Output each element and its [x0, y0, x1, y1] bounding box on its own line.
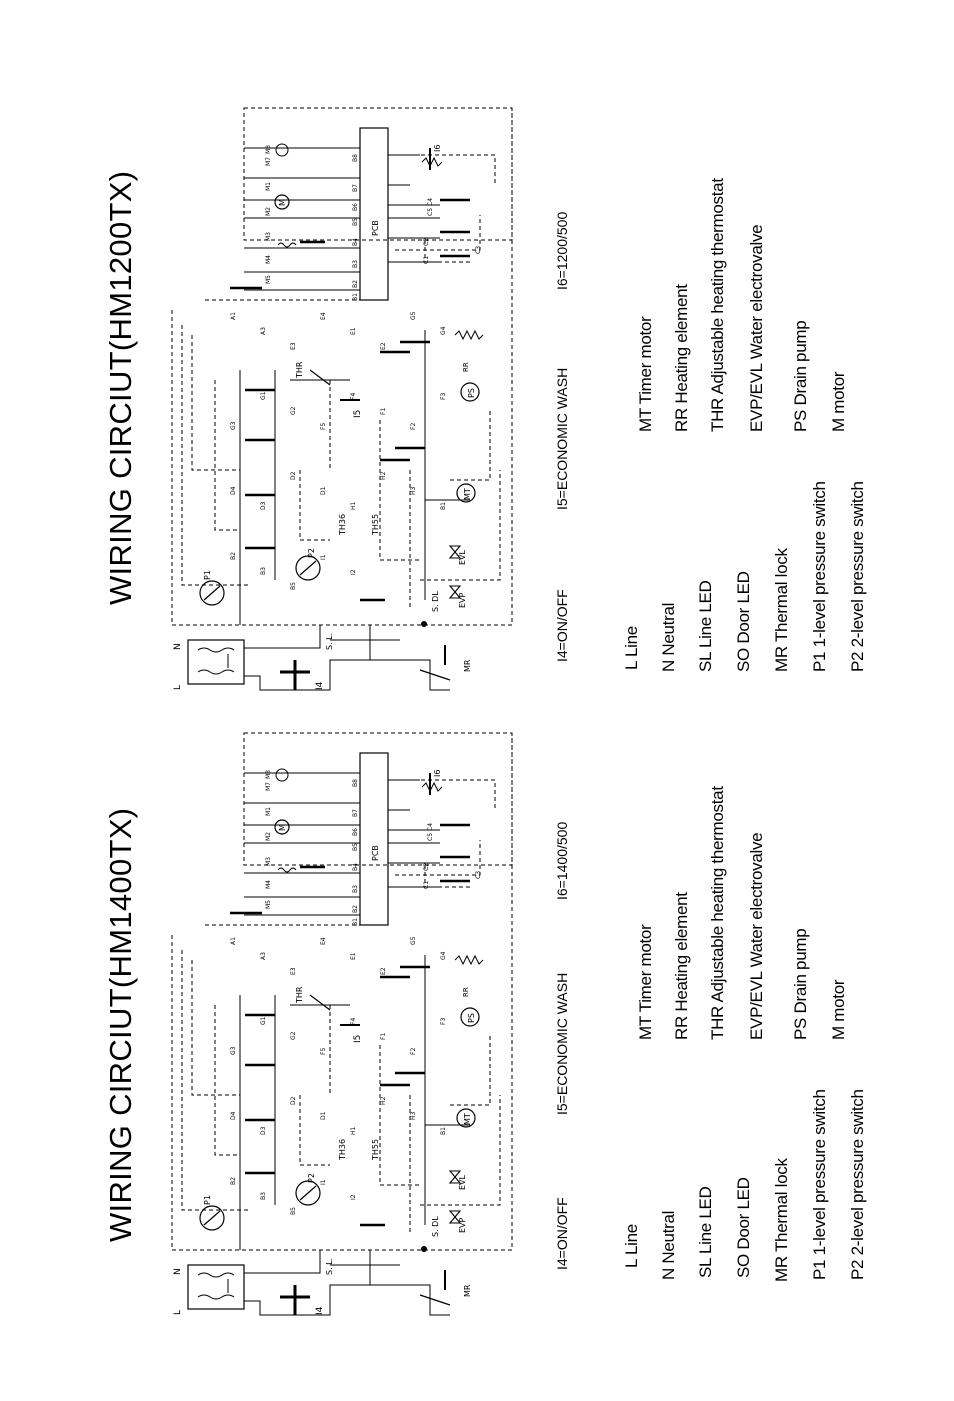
- legend-mr-b: MR Thermal lock: [772, 548, 791, 672]
- terminal-label-m7-1: M7: [265, 782, 272, 791]
- misc-terminal-e3-1: E3: [290, 967, 297, 975]
- pcb-terminal-b4-0: B4: [352, 238, 359, 246]
- misc-terminal-a3-0: A3: [260, 327, 267, 335]
- misc-terminal-h2-1: H2: [380, 1096, 387, 1105]
- legend-l: L Line: [622, 1224, 641, 1268]
- legend-sl-b: SL Line LED: [696, 580, 715, 672]
- legend-so-b: SO Door LED: [734, 571, 753, 672]
- misc-terminal-h3-1: H3: [410, 1111, 417, 1120]
- terminal-label-m5-1: M5: [265, 900, 272, 909]
- misc-terminal-h1-0: H1: [350, 501, 357, 510]
- cap-terminal-c2-1: C2: [423, 862, 430, 871]
- terminal-label-m7-0: M7: [265, 157, 272, 166]
- legend-m-b: M motor: [829, 371, 848, 432]
- circuit-hm1400: [172, 733, 512, 1315]
- misc-terminal-g4-1: G4: [440, 951, 447, 960]
- misc-terminal-h3-0: H3: [410, 486, 417, 495]
- misc-terminal-g2-0: G2: [290, 406, 297, 415]
- diagram-title-hm1400: WIRING CIRCIUT(HM1400TX): [103, 807, 138, 1242]
- pcb-terminal-b7-1: B7: [352, 809, 359, 817]
- pcb-terminal-b8-1: B8: [352, 779, 359, 787]
- misc-terminal-e3-0: E3: [290, 342, 297, 350]
- terminal-label-m8-0: M8: [265, 145, 272, 154]
- misc-terminal-a1-1: A1: [230, 937, 237, 945]
- misc-terminal-g5-1: G5: [410, 936, 417, 945]
- misc-terminal-g1-0: G1: [260, 391, 267, 400]
- pcb-terminal-b1-1: B1: [352, 918, 359, 926]
- legend-evp: EVP/EVL Water electrovalve: [747, 832, 766, 1040]
- diagram-title-hm1200: WIRING CIRCIUT(HM1200TX): [103, 170, 138, 605]
- misc-terminal-g2-1: G2: [290, 1031, 297, 1040]
- pcb-terminal-b3-0: B3: [352, 260, 359, 268]
- legend-p1: P1 1-level pressure switch: [810, 1089, 829, 1280]
- legend-mt: MT Timer motor: [636, 924, 655, 1040]
- legend-thr: THR Adjustable heating thermostat: [708, 786, 727, 1040]
- pcb-terminal-b3-1: B3: [352, 885, 359, 893]
- misc-terminal-b2-0: B2: [230, 552, 237, 560]
- cap-terminal-c5-0: C5: [427, 207, 434, 216]
- misc-terminal-e4-0: E4: [320, 312, 327, 320]
- cap-terminal-c3-0: C3: [475, 245, 482, 254]
- misc-terminal-b2-1: B2: [230, 1177, 237, 1185]
- misc-terminal-i2-1: I2: [350, 1194, 357, 1200]
- legend-evp-b: EVP/EVL Water electrovalve: [747, 224, 766, 432]
- pcb-terminal-b7-0: B7: [352, 184, 359, 192]
- misc-terminal-h1-1: H1: [350, 1126, 357, 1135]
- misc-terminal-d1-0: D1: [320, 486, 327, 495]
- misc-terminal-b5-1: B5: [290, 1207, 297, 1215]
- legend-so: SO Door LED: [734, 1177, 753, 1278]
- terminal-label-m4-1: M4: [265, 880, 272, 889]
- misc-terminal-a3-1: A3: [260, 952, 267, 960]
- misc-terminal-a1-0: A1: [230, 312, 237, 320]
- misc-terminal-g3-1: G3: [230, 1046, 237, 1055]
- pcb-terminal-b8-0: B8: [352, 154, 359, 162]
- legend-p2-b: P2 2-level pressure switch: [848, 481, 867, 672]
- misc-terminal-i1-1: I1: [320, 1179, 327, 1185]
- legend-n-b: N Neutral: [659, 602, 678, 672]
- legend-n: N Neutral: [659, 1210, 678, 1280]
- misc-terminal-d4-0: D4: [230, 486, 237, 495]
- misc-terminal-e4-1: E4: [320, 937, 327, 945]
- cap-terminal-c3-1: C3: [475, 870, 482, 879]
- terminal-label-m1-0: M1: [265, 182, 272, 191]
- cap-terminal-c1-0: C1: [423, 255, 430, 264]
- misc-terminal-b3-1: B3: [260, 1192, 267, 1200]
- legend-sl: SL Line LED: [696, 1186, 715, 1278]
- terminal-label-m3-0: M3: [265, 232, 272, 241]
- misc-terminal-d2-0: D2: [290, 471, 297, 480]
- misc-terminal-f2-0: F2: [410, 422, 417, 430]
- misc-terminal-b1-0: B1: [440, 502, 447, 510]
- misc-terminal-f1-0: F1: [380, 407, 387, 415]
- misc-terminal-f1-1: F1: [380, 1032, 387, 1040]
- legend-ps: PS Drain pump: [791, 928, 810, 1040]
- misc-terminal-f4-1: F4: [350, 1017, 357, 1025]
- terminal-label-m3-1: M3: [265, 857, 272, 866]
- misc-terminal-f4-0: F4: [350, 392, 357, 400]
- cap-terminal-c2-0: C2: [423, 237, 430, 246]
- legend-p1-b: P1 1-level pressure switch: [810, 481, 829, 672]
- misc-terminal-g3-0: G3: [230, 421, 237, 430]
- note-i6-b: I6=1200/500: [554, 211, 570, 290]
- pcb-terminal-b5-1: B5: [352, 843, 359, 851]
- pcb-terminal-b5-0: B5: [352, 218, 359, 226]
- circuit-hm1200: [172, 108, 512, 690]
- misc-terminal-f3-0: F3: [440, 392, 447, 400]
- misc-terminal-g1-1: G1: [260, 1016, 267, 1025]
- note-i5: I5=ECONOMIC WASH: [554, 972, 570, 1115]
- misc-terminal-b3-0: B3: [260, 567, 267, 575]
- legend-rr-b: RR Heating element: [672, 284, 691, 432]
- cap-terminal-c4-0: C4: [427, 197, 434, 206]
- misc-terminal-i1-0: I1: [320, 554, 327, 560]
- pcb-terminal-b6-0: B6: [352, 203, 359, 211]
- terminal-label-m8-1: M8: [265, 770, 272, 779]
- pcb-terminal-b4-1: B4: [352, 863, 359, 871]
- misc-terminal-f3-1: F3: [440, 1017, 447, 1025]
- note-i5-b: I5=ECONOMIC WASH: [554, 367, 570, 510]
- misc-terminal-g4-0: G4: [440, 326, 447, 335]
- misc-terminal-f5-1: F5: [320, 1047, 327, 1055]
- legend-l-b: L Line: [622, 626, 641, 670]
- cap-terminal-c5-1: C5: [427, 832, 434, 841]
- terminal-label-m1-1: M1: [265, 807, 272, 816]
- misc-terminal-d2-1: D2: [290, 1096, 297, 1105]
- cap-terminal-c1-1: C1: [423, 880, 430, 889]
- legend-p2: P2 2-level pressure switch: [848, 1089, 867, 1280]
- misc-terminal-h2-0: H2: [380, 471, 387, 480]
- misc-terminal-d1-1: D1: [320, 1111, 327, 1120]
- terminal-label-m5-0: M5: [265, 275, 272, 284]
- pcb-terminal-b1-0: B1: [352, 293, 359, 301]
- misc-terminal-e2-0: E2: [380, 342, 387, 350]
- note-i4-b: I4=ON/OFF: [554, 589, 570, 662]
- pcb-terminal-b2-0: B2: [352, 280, 359, 288]
- terminal-label-m2-0: M2: [265, 207, 272, 216]
- misc-terminal-i2-0: I2: [350, 569, 357, 575]
- legend-m: M motor: [829, 979, 848, 1040]
- misc-terminal-d4-1: D4: [230, 1111, 237, 1120]
- misc-terminal-f5-0: F5: [320, 422, 327, 430]
- misc-terminal-e1-1: E1: [350, 952, 357, 960]
- misc-terminal-e2-1: E2: [380, 967, 387, 975]
- terminal-label-m2-1: M2: [265, 832, 272, 841]
- misc-terminal-g5-0: G5: [410, 311, 417, 320]
- legend-mt-b: MT Timer motor: [636, 316, 655, 432]
- legend-mr: MR Thermal lock: [772, 1158, 791, 1282]
- misc-terminal-b1-1: B1: [440, 1127, 447, 1135]
- pcb-terminal-b6-1: B6: [352, 828, 359, 836]
- pcb-terminal-b2-1: B2: [352, 905, 359, 913]
- misc-terminal-e1-0: E1: [350, 327, 357, 335]
- cap-terminal-c4-1: C4: [427, 822, 434, 831]
- legend-ps-b: PS Drain pump: [791, 320, 810, 432]
- legend-rr: RR Heating element: [672, 892, 691, 1040]
- terminal-label-m4-0: M4: [265, 255, 272, 264]
- misc-terminal-d3-0: D3: [260, 501, 267, 510]
- note-i6: I6=1400/500: [554, 821, 570, 900]
- misc-terminal-f2-1: F2: [410, 1047, 417, 1055]
- misc-terminal-b5-0: B5: [290, 582, 297, 590]
- note-i4: I4=ON/OFF: [554, 1197, 570, 1270]
- legend-thr-b: THR Adjustable heating thermostat: [708, 178, 727, 432]
- misc-terminal-d3-1: D3: [260, 1126, 267, 1135]
